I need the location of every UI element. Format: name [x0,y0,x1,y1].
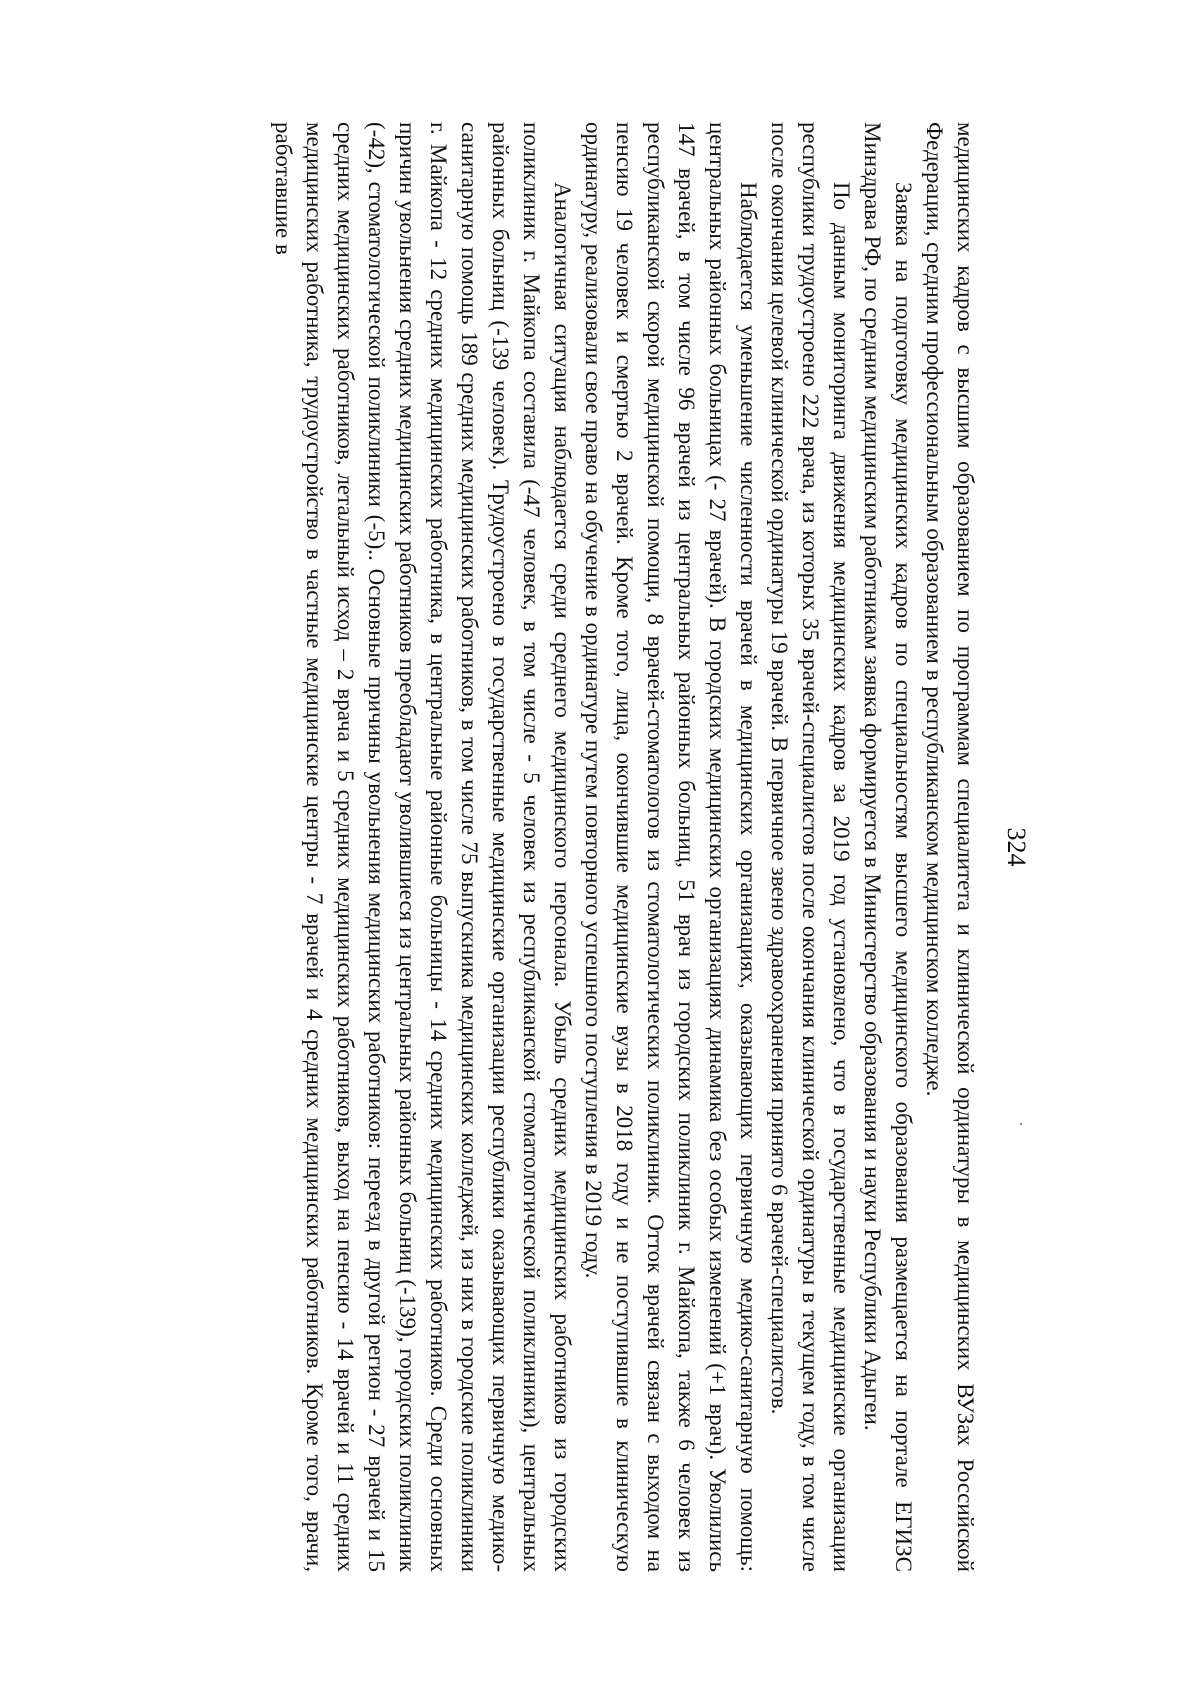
page-number: 324 [1002,827,1031,867]
rotated-text-block [171,122,1031,1572]
paragraph-1: медицинских кадров с высшим образованием по программам специалитета и клинической ординатуры в медицинских ВУЗах Российской Федерации, средним профессиональным образованием в республиканском медицинском колледже. [922,122,978,1572]
paragraph-5: Аналогичная ситуация наблюдается среди среднего медицинского персонала. Убыль средних медицинских работников из городских поликлиник г. Майкопа составила (-47 человек, в том числе - 5 человек из республиканской стоматологической поликлиники), центральных районных больниц (-139 человек). Трудоустроено в государственные медицинские организации республики оказывающих первичную медико-санитарную помощь 189 средних медицинских работников, в том числе 75 выпускника медицинских колледжей, из них в городские поликлиники г. Майкопа - 12 средних медицинских работника, в центральные районные больницы - 14 средних медицинских работников. Среди основных причин увольнения средних медицинских работников преобладают уволившиеся из центральных районных больниц (-139), городских поликлиник (-42), стоматологической поликлиники (-5).. Основные причины увольнения медицинских работников: переезд в другой регион - 27 врачей и 15 средних медицинских работников, летальный исход – 2 врача и 5 средних медицинских работников, выход на пенсию - 14 врачей и 11 средних медицинских работника, трудоустройство в частные медицинские центры - 7 врачей и 4 средних медицинских работников. Кроме того, врачи, работавшие в [271,122,575,1572]
paragraph-3: По данным мониторинга движения медицинских кадров за 2019 год установлено, что в государственные медицинские организации республики трудоустроено 222 врача, из которых 35 врачей-специалистов после окончания клинической ординатуры в текущем году, в том числе после окончания целевой клинической ординатуры 19 врачей. В первичное звено здравоохранения принято 6 врачей-специалистов. [767,122,854,1572]
paragraph-4: Наблюдается уменьшение численности врачей в медицинских организациях, оказывающих первичную медико-санитарную помощь: центральных районных больницах (- 27 врачей). В городских медицинских организациях динамика без особых изменений (+1 врач). Уволились 147 врачей, в том числе 96 врачей из центральных районных больниц, 51 врач из городских поликлиник г. Майкопа, также 6 человек из республиканской скорой медицинской помощи, 8 врачей-стоматологов из стоматологических поликлиник. Отток врачей связан с выходом на пенсию 19 человек и смертью 2 врачей. Кроме того, лица, окончившие медицинские вузы в 2018 году и не поступившие в клиническую ординатуру, реализовали свое право на обучение в ординатуре путем повторного успешного поступления в 2019 году. [581,122,761,1572]
scan-speck [1020,1123,1022,1125]
paragraph-2: Заявка на подготовку медицинских кадров по специальностям высшего медицинского образования размещается на портале ЕГИЗС Минздрава РФ, по средним медицинским работникам заявка формируется в Министерство образования и науки Республики Адыгеи. [860,122,916,1572]
